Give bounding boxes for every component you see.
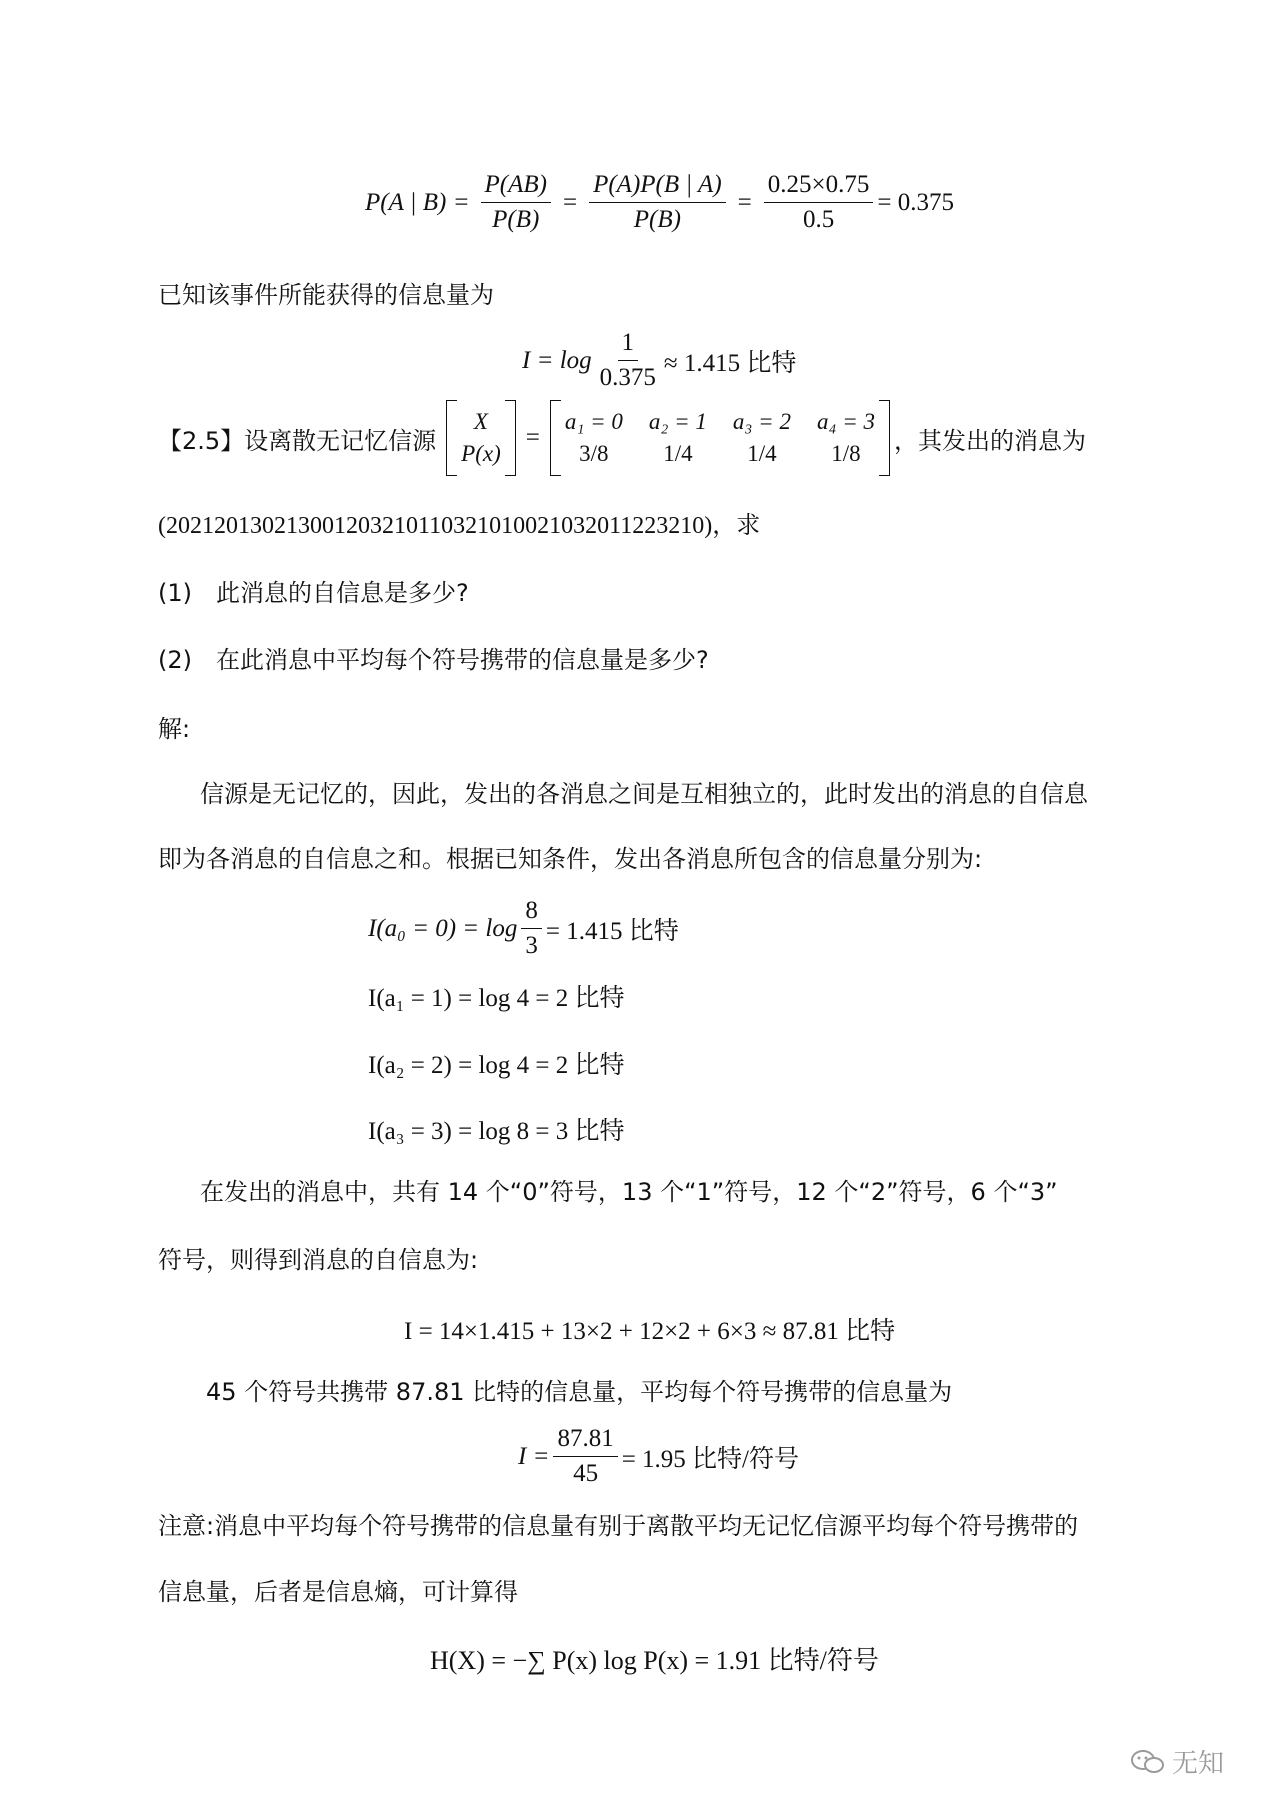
equation-conditional-probability: P(A | B) = $\frac{P(AB)}{P(B)}$ = $\frac{P(A)P(B | A)}{P(B)}$ = $\frac{0.25\times 0.75}{0.5}$ = 0.375 bbox=[365, 171, 954, 234]
eq-result: = 0.375 bbox=[877, 188, 954, 216]
message-sequence: (202120130213001203210110321010021032011223210)，求 bbox=[158, 513, 761, 539]
equation-entropy: H(X) = −∑ P(x) log P(x) = 1.91 比特/符号 bbox=[430, 1646, 879, 1675]
equation-a0: I(a₀ = 0) = log $\frac{8}{3}$ = 1.415 比特 bbox=[368, 897, 679, 960]
matrix-left: X P(x) bbox=[461, 409, 501, 466]
fraction: $\frac{P(AB)}{P(B)}$ bbox=[481, 172, 551, 234]
equation-a2: I(a₂ = 2) = log 4 = 2 比特 bbox=[368, 1052, 625, 1079]
note-line-1: 注意:消息中平均每个符号携带的信息量有别于离散平均无记忆信源平均每个符号携带的 bbox=[158, 1512, 1079, 1540]
paragraph-1-line-1: 信源是无记忆的，因此，发出的各消息之间是互相独立的，此时发出的消息的自信息 bbox=[200, 780, 1088, 808]
problem-label: 【2.5】设离散无记忆信源 bbox=[158, 426, 437, 455]
text-known-info: 已知该事件所能获得的信息量为 bbox=[158, 281, 494, 309]
problem-statement: 【2.5】设离散无记忆信源 X P(x) = a₁ = 0 a₂ = 1 a₃ = 2 a₄ = 3 3/8 1/4 1/4 1/8 ，其发出的消息为 bbox=[158, 400, 1086, 476]
question-1: (1) 此消息的自信息是多少? bbox=[158, 579, 469, 607]
equation-total: I = 14×1.415 + 13×2 + 12×2 + 6×3 ≈ 87.81 比特 bbox=[404, 1318, 896, 1345]
wechat-icon bbox=[1130, 1748, 1166, 1776]
fraction: $\frac{87.81}{45}$ bbox=[553, 1426, 617, 1488]
equation-average: I = $\frac{87.81}{45}$ = 1.95 比特/符号 bbox=[518, 1425, 799, 1488]
paragraph-2-line-1: 在发出的消息中，共有 14 个“0”符号，13 个“1”符号，12 个“2”符号，6 个“3” bbox=[200, 1178, 1058, 1206]
solution-label: 解: bbox=[158, 715, 191, 743]
problem-tail: ，其发出的消息为 bbox=[893, 426, 1086, 455]
watermark-text: 无知 bbox=[1172, 1749, 1225, 1779]
question-2: (2) 在此消息中平均每个符号携带的信息量是多少? bbox=[158, 646, 709, 674]
fraction: $\frac{P(A)P(B | A)}{P(B)}$ bbox=[589, 172, 726, 234]
fraction: $\frac{0.25\times 0.75}{0.5}$ bbox=[764, 172, 874, 234]
eq-lhs: P(A | B) bbox=[365, 188, 447, 216]
equation-a1: I(a₁ = 1) = log 4 = 2 比特 bbox=[368, 985, 625, 1012]
equation-a3: I(a₃ = 3) = log 8 = 3 比特 bbox=[368, 1118, 625, 1145]
watermark bbox=[1130, 1743, 1224, 1780]
paragraph-2-line-2: 符号，则得到消息的自信息为: bbox=[158, 1246, 479, 1274]
matrix-right: a₁ = 0 a₂ = 1 a₃ = 2 a₄ = 3 3/8 1/4 1/4 1/8 bbox=[564, 409, 875, 466]
paragraph-3: 45 个符号共携带 87.81 比特的信息量，平均每个符号携带的信息量为 bbox=[206, 1378, 953, 1406]
paragraph-1-line-2: 即为各消息的自信息之和。根据已知条件，发出各消息所包含的信息量分别为: bbox=[158, 845, 983, 873]
fraction: $\frac{1}{0.375}$ bbox=[599, 329, 656, 392]
note-line-2: 信息量，后者是信息熵，可计算得 bbox=[158, 1578, 518, 1606]
equation-information: I = log $\frac{1}{0.375}$ ≈ 1.415 比特 bbox=[522, 329, 797, 392]
fraction: $\frac{8}{3}$ bbox=[521, 898, 542, 960]
